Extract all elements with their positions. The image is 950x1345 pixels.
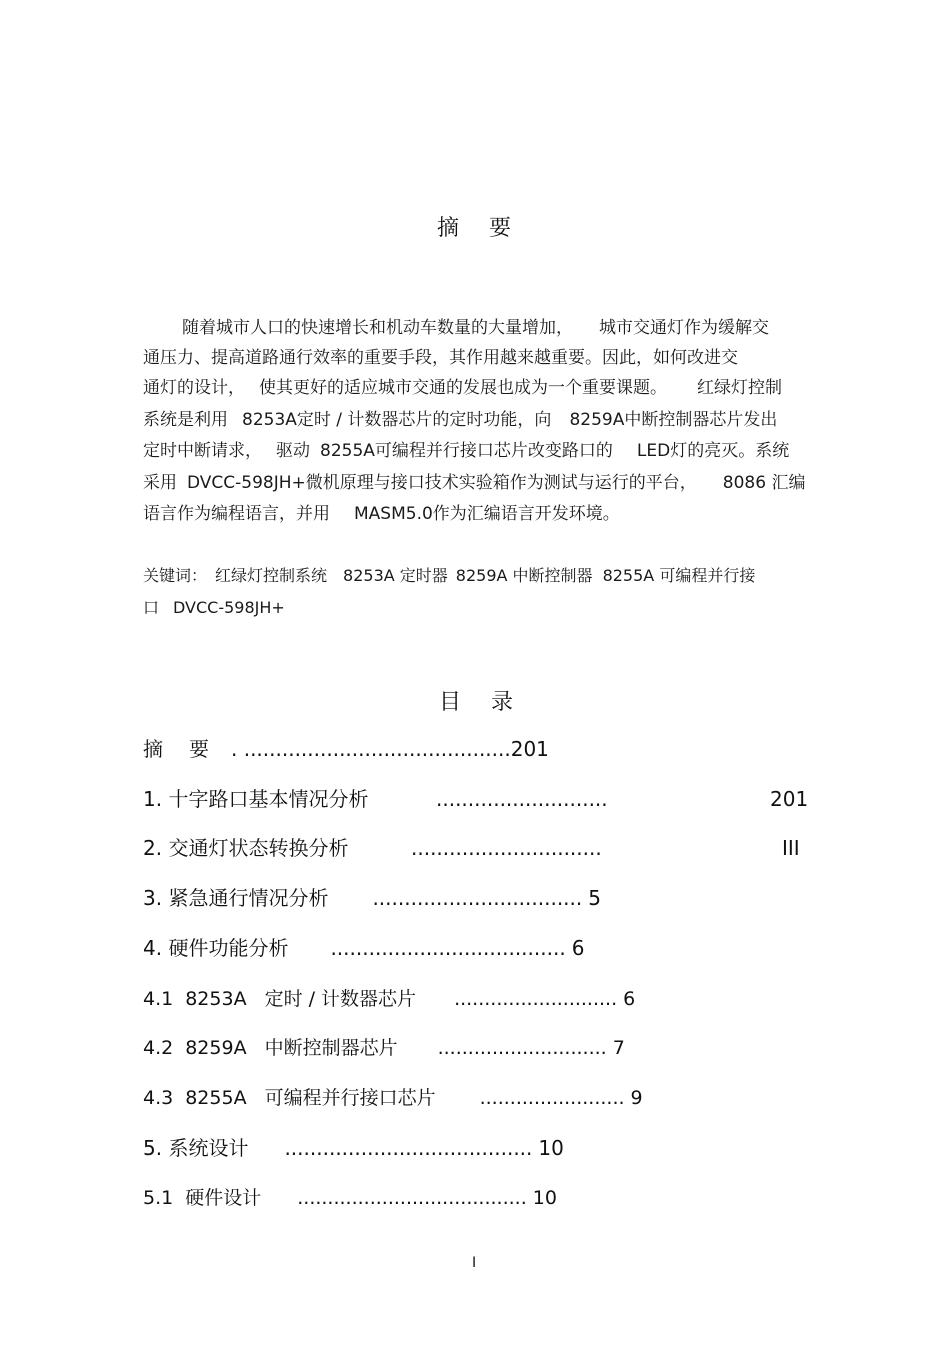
toc-number: 4.3 (143, 1087, 174, 1109)
toc-label: 定时 / 计数器芯片 (264, 988, 417, 1010)
text-run: DVCC-598JH+ (187, 473, 306, 493)
text-run: 系统是利用 (143, 410, 228, 430)
toc-page: 9 (630, 1087, 643, 1109)
keyword: 8255A 可编程并行接 (602, 566, 756, 585)
toc-page: 10 (538, 1136, 564, 1160)
toc-entry[interactable] (143, 936, 584, 960)
toc-number: 4.2 (143, 1037, 174, 1059)
toc-code: 8255A (185, 1087, 247, 1109)
keyword: 红绿灯控制系统 (215, 566, 328, 585)
abstract-line (182, 318, 769, 338)
toc-leader: ........................ (479, 1087, 625, 1109)
toc-leader: ..................................... (330, 936, 566, 960)
toc-label: 3. 紧急通行情况分析 (143, 886, 329, 910)
keyword: 口 (143, 598, 160, 617)
toc-title-char: 目 (439, 690, 462, 715)
toc-entry[interactable] (143, 1186, 557, 1210)
text-run: 通灯的设计， (143, 378, 245, 398)
abstract-line (143, 410, 777, 430)
text-run: 语言作为编程语言，并用 (143, 504, 330, 524)
toc-leader: .............................. (411, 836, 602, 860)
abstract-line (143, 348, 738, 368)
toc-entry[interactable] (143, 737, 549, 761)
page-number: I (472, 1255, 477, 1271)
toc-entry[interactable] (143, 787, 368, 811)
toc-entry[interactable] (143, 987, 635, 1011)
keyword: 8259A 中断控制器 (455, 566, 593, 585)
text-run: MASM5.0 (354, 504, 433, 524)
toc-page: 6 (571, 936, 585, 960)
text-run: 城市交通灯作为缓解交 (599, 318, 769, 338)
text-run: 8086 汇编 (722, 473, 806, 493)
toc-leader: . .......................................... (231, 737, 511, 761)
abstract-title-char: 摘 (437, 216, 460, 241)
keyword: 8253A 定时器 (343, 566, 448, 585)
text-run: LED灯的亮灭。系统 (636, 441, 790, 461)
toc-label: 硬件设计 (185, 1187, 262, 1209)
toc-entry[interactable] (143, 886, 601, 910)
text-run: 8255A可编程并行接口芯片改变路口的 (320, 441, 613, 461)
toc-number: 4.1 (143, 988, 174, 1010)
toc-leader: ........................... (454, 988, 618, 1010)
text-run: 红绿灯控制 (697, 378, 782, 398)
toc-label: 5. 系统设计 (143, 1136, 249, 1160)
keyword: DVCC-598JH+ (173, 598, 285, 617)
toc-number: 5.1 (143, 1187, 174, 1209)
text-run: 8253A定时 / 计数器芯片的定时功能，向 (242, 410, 552, 430)
toc-leader: ....................................... (284, 1136, 533, 1160)
abstract-line (143, 441, 789, 461)
toc-label: 2. 交通灯状态转换分析 (143, 836, 349, 860)
toc-entry[interactable] (143, 1136, 564, 1160)
toc-code: 8259A (185, 1037, 247, 1059)
toc-code: 8253A (185, 988, 247, 1010)
toc-page: 10 (532, 1187, 557, 1209)
toc-page: 5 (588, 886, 601, 910)
toc-label: 要 (189, 737, 209, 761)
toc-leader: ...................................... (297, 1187, 527, 1209)
toc-entry[interactable] (143, 1086, 643, 1110)
abstract-title-char: 要 (489, 216, 512, 241)
toc-leader: ................................. (372, 886, 583, 910)
toc-label: 1. 十字路口基本情况分析 (143, 787, 369, 811)
text-run: 使其更好的适应城市交通的发展也成为一个重要课题。 (259, 378, 667, 398)
abstract-line (143, 378, 782, 398)
toc-page: III (782, 836, 800, 860)
text-run: 采用 (143, 473, 177, 493)
keywords-line (143, 566, 755, 586)
toc-label: 中断控制器芯片 (264, 1037, 398, 1059)
toc-leader: ............................ (437, 1037, 607, 1059)
toc-page: 201 (770, 787, 809, 811)
toc-title (439, 685, 513, 716)
toc-leader: ........................... (436, 787, 608, 811)
toc-entry[interactable] (143, 1036, 625, 1060)
text-run: 8259A中断控制器芯片发出 (569, 410, 778, 430)
text-run: 随着城市人口的快速增长和机动车数量的大量增加， (182, 318, 573, 338)
toc-page: 6 (623, 988, 636, 1010)
keywords-line (143, 598, 285, 618)
abstract-line (143, 504, 620, 524)
toc-label: 可编程并行接口芯片 (264, 1087, 436, 1109)
abstract-title (437, 211, 511, 242)
toc-label: 4. 硬件功能分析 (143, 936, 289, 960)
toc-label: 摘 (143, 737, 163, 761)
keywords-label: 关键词： (143, 566, 208, 585)
toc-page: 7 (612, 1037, 625, 1059)
text-run: 定时中断请求， (143, 441, 262, 461)
abstract-line (143, 473, 805, 493)
toc-title-char: 录 (491, 690, 514, 715)
toc-page: 201 (510, 737, 549, 761)
text-run: 通压力、提高道路通行效率的重要手段，其作用越来越重要。因此，如何改进交 (143, 348, 738, 368)
toc-entry[interactable] (143, 836, 348, 860)
text-run: 驱动 (276, 441, 310, 461)
text-run: 作为汇编语言开发环境。 (432, 504, 620, 524)
text-run: 微机原理与接口技术实验箱作为测试与运行的平台， (305, 473, 697, 493)
